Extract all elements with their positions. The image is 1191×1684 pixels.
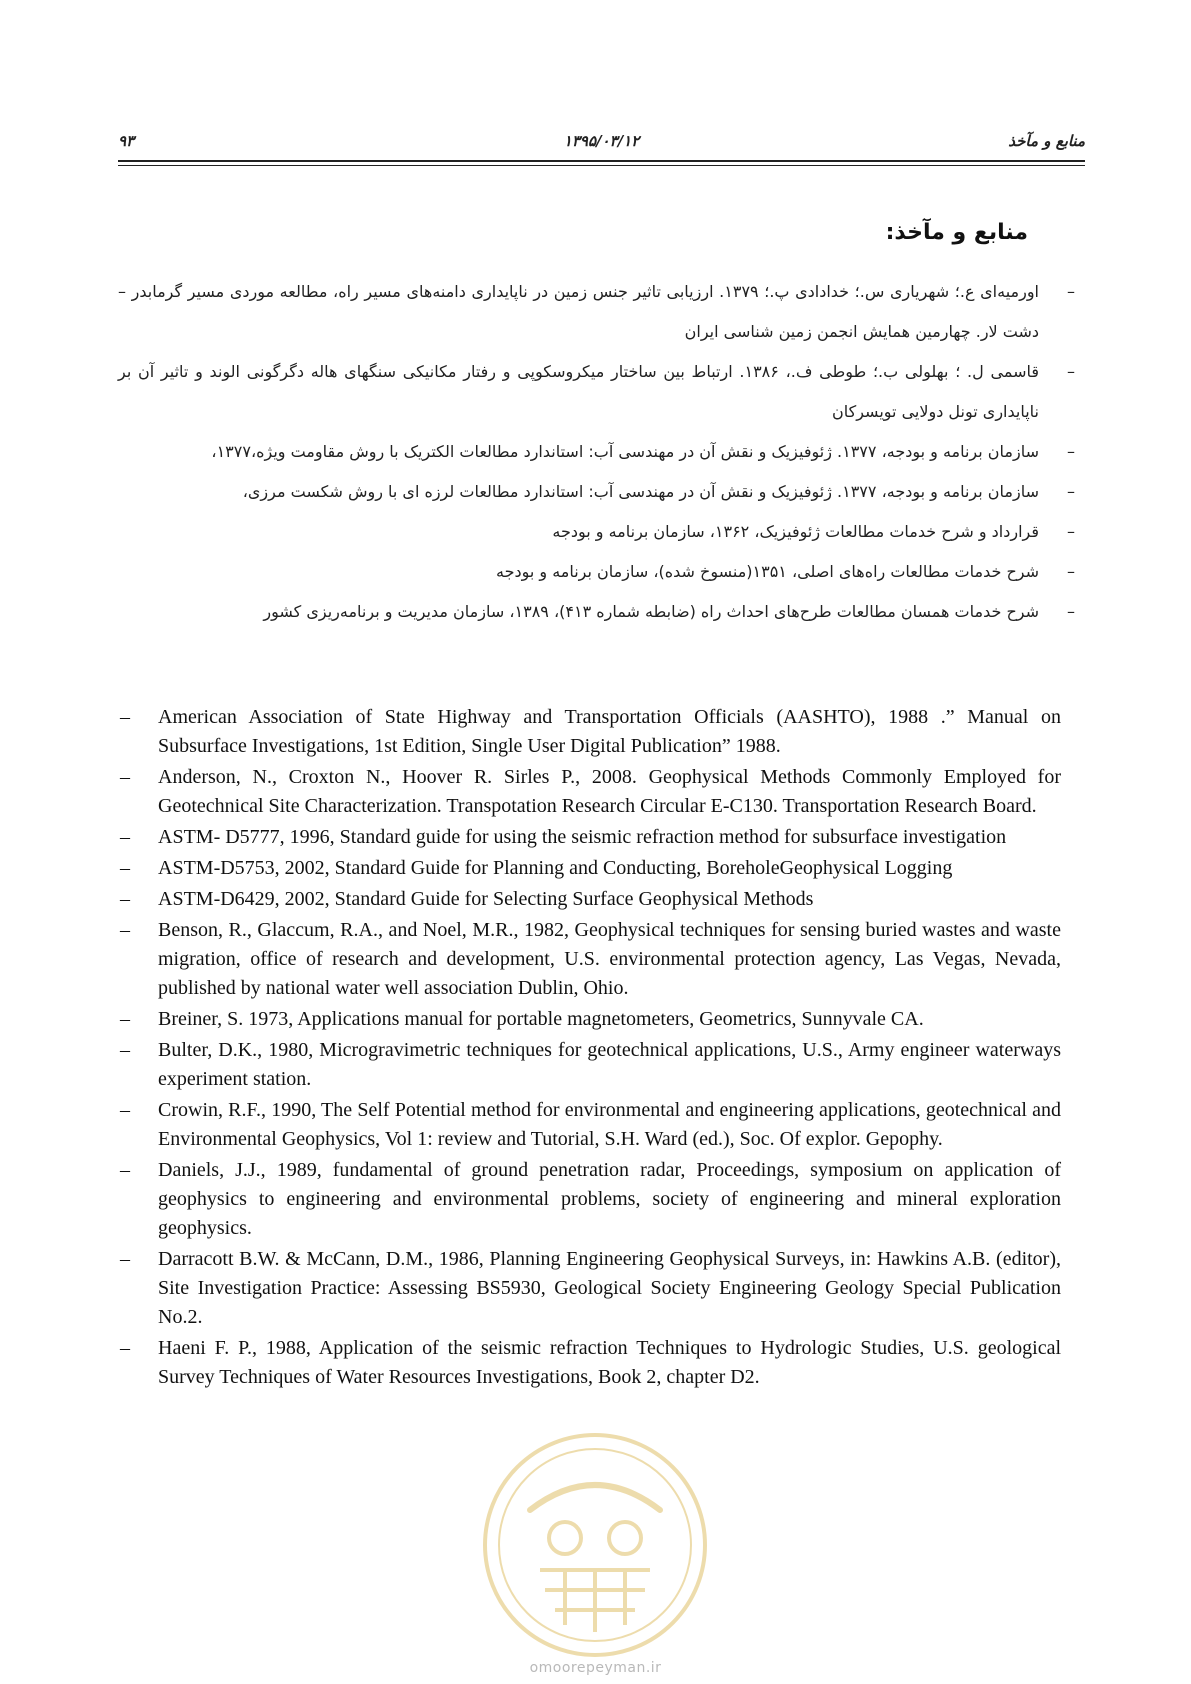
list-item [118, 885, 1061, 914]
list-item [118, 472, 1083, 512]
list-item [118, 352, 1083, 432]
list-item [118, 1245, 1061, 1332]
reference-text: Anderson, N., Croxton N., Hoover R. Sirles P., 2008. Geophysical Methods Commonly Employed for Geotechnical Site Characterization. Transpotation Research Circular E-C130. Transportation Research Board. [158, 766, 1061, 817]
list-marker: – [1067, 282, 1075, 301]
reference-text: شرح خدمات مطالعات راه‌های اصلی، ۱۳۵۱(منسوخ شده)، سازمان برنامه و بودجه [495, 562, 1039, 581]
list-marker: – [120, 888, 130, 910]
page-number: ۹۳ [118, 132, 135, 150]
list-item [118, 432, 1083, 472]
list-item [118, 703, 1061, 761]
reference-text: Breiner, S. 1973, Applications manual for portable magnetometers, Geometrics, Sunnyvale CA. [158, 1008, 924, 1030]
list-item [118, 1156, 1061, 1243]
list-item [118, 763, 1061, 821]
reference-text: ASTM-D6429, 2002, Standard Guide for Selecting Surface Geophysical Methods [158, 888, 814, 910]
list-item [118, 272, 1083, 352]
header-date: ۱۳۹۵/۰۳/۱۲ [563, 132, 640, 150]
reference-text: Darracott B.W. & McCann, D.M., 1986, Planning Engineering Geophysical Surveys, in: Hawkins A.B. (editor), Site Investigation Practice: Assessing BS5930, Geological Society Engineering Geology Special Publication No.2. [158, 1248, 1061, 1328]
list-item [118, 552, 1083, 592]
reference-text: Crowin, R.F., 1990, The Self Potential method for environmental and engineering applications, geotechnical and Environmental Geophysics, Vol 1: review and Tutorial, S.H. Ward (ed.), Soc. Of explor. Gepophy. [158, 1099, 1061, 1150]
list-item [118, 1334, 1061, 1392]
list-marker: – [120, 706, 130, 728]
reference-text: سازمان برنامه و بودجه، ۱۳۷۷. ژئوفیزیک و نقش آن در مهندسی آب: استاندارد مطالعات الکتریک با روش مقاومت ویژه،۱۳۷۷، [211, 442, 1039, 461]
footer-website: omoorepeyman.ir [529, 1660, 662, 1676]
list-item [118, 823, 1061, 852]
reference-text: قرارداد و شرح خدمات مطالعات ژئوفیزیک، ۱۳۶۲، سازمان برنامه و بودجه [552, 522, 1039, 541]
running-header [118, 128, 1085, 158]
list-marker: – [120, 1099, 130, 1121]
list-item [118, 854, 1061, 883]
header-rule-thick [118, 160, 1085, 162]
reference-text: Benson, R., Glaccum, R.A., and Noel, M.R., 1982, Geophysical techniques for sensing buried wastes and waste migration, office of research and development, U.S. environmental protection agency, Las Vegas, Nevada, published by national water well association Dublin, Ohio. [158, 919, 1061, 999]
reference-text: ASTM- D5777, 1996, Standard guide for using the seismic refraction method for subsurface investigation [158, 826, 1007, 848]
list-item [118, 916, 1061, 1003]
reference-text: ASTM-D5753, 2002, Standard Guide for Planning and Conducting, BoreholeGeophysical Logging [158, 857, 953, 879]
omoorepeyman-seal-icon [470, 1420, 720, 1670]
list-item [118, 592, 1083, 632]
header-section-name: منابع و مآخذ [1008, 132, 1085, 150]
list-marker: – [120, 1337, 130, 1359]
list-marker: – [120, 826, 130, 848]
list-marker: – [120, 919, 130, 941]
list-marker: – [1067, 362, 1075, 381]
list-marker: – [1067, 482, 1075, 501]
list-item [118, 512, 1083, 552]
list-item [118, 1036, 1061, 1094]
reference-text: شرح خدمات همسان مطالعات طرح‌های احداث راه (ضابطه شماره ۴۱۳)، ۱۳۸۹، سازمان مدیریت و برنامه‌ریزی کشور [263, 602, 1039, 621]
reference-text: Daniels, J.J., 1989, fundamental of ground penetration radar, Proceedings, symposium on application of geophysics to engineering and environmental problems, society of engineering and mineral exploration geophysics. [158, 1159, 1061, 1239]
list-item [118, 1005, 1061, 1034]
reference-text: American Association of State Highway and Transportation Officials (AASHTO), 1988 .” Manual on Subsurface Investigations, 1st Edition, Single User Digital Publication” 1988. [158, 706, 1061, 757]
list-marker: – [120, 1248, 130, 1270]
list-marker: – [1067, 442, 1075, 461]
list-marker: – [120, 1159, 130, 1181]
persian-reference-list [118, 272, 1083, 632]
list-marker: – [120, 1039, 130, 1061]
list-marker: – [1067, 562, 1075, 581]
list-marker: – [120, 766, 130, 788]
reference-text: Bulter, D.K., 1980, Microgravimetric techniques for geotechnical applications, U.S., Army engineer waterways experiment station. [158, 1039, 1061, 1090]
list-marker: – [120, 857, 130, 879]
reference-text: Haeni F. P., 1988, Application of the seismic refraction Techniques to Hydrologic Studies, U.S. geological Survey Techniques of Water Resources Investigations, Book 2, chapter D2. [158, 1337, 1061, 1388]
list-item [118, 1096, 1061, 1154]
reference-text: قاسمی ل. ؛ بهلولی ب.؛ طوطی ف.، ۱۳۸۶. ارتباط بین ساختار میکروسکوپی و رفتار مکانیکی سنگهای هاله دگرگونی الوند و تاثیر آن بر ناپایداری تونل دولایی تویسرکان [118, 362, 1040, 421]
reference-text: سازمان برنامه و بودجه، ۱۳۷۷. ژئوفیزیک و نقش آن در مهندسی آب: استاندارد مطالعات لرزه ای با روش شکست مرزی، [242, 482, 1039, 501]
list-marker: – [1067, 522, 1075, 541]
reference-text: اورمیه‌ای ع.؛ شهریاری س.؛ خدادادی پ.؛ ۱۳۷۹. ارزیابی تاثیر جنس زمین در ناپایداری دامنه‌های مسیر راه، مطالعه موردی مسیر گرمابدر – دشت لار. چهارمین همایش انجمن زمین شناسی ایران [118, 282, 1039, 341]
header-rule-thin [118, 165, 1085, 166]
list-marker: – [1067, 602, 1075, 621]
section-title: منابع و مآخذ: [885, 220, 1028, 245]
list-marker: – [120, 1008, 130, 1030]
english-reference-list [118, 703, 1061, 1394]
